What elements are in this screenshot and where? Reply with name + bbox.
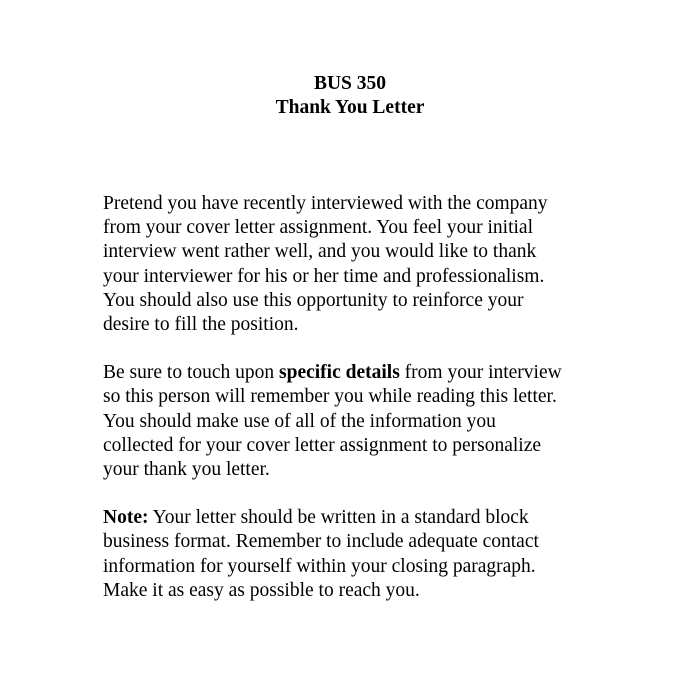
details-line: You should make use of all of the information you	[103, 410, 496, 432]
note-line: Make it as easy as possible to reach you.	[103, 579, 420, 601]
intro-line: desire to fill the position.	[103, 314, 299, 336]
details-text: Be sure to touch upon	[103, 362, 280, 384]
course-code: BUS 350	[313, 73, 387, 94]
note-line: information for yourself within your closing paragraph.	[103, 555, 536, 577]
details-line: so this person will remember you while reading this letter.	[103, 386, 557, 408]
note-line	[103, 506, 603, 530]
details-line: your thank you letter.	[103, 459, 270, 481]
intro-line: your interviewer for his or her time and professionalism.	[103, 265, 545, 287]
document-body	[103, 192, 603, 603]
note-line: business format. Remember to include adequate contact	[103, 531, 539, 553]
details-paragraph	[103, 361, 603, 482]
details-line	[103, 361, 603, 385]
intro-line: You should also use this opportunity to reinforce your	[103, 289, 524, 311]
emphasis-specific-details: specific details	[279, 362, 400, 384]
note-paragraph	[103, 506, 603, 603]
document-heading	[0, 72, 700, 120]
intro-line: from your cover letter assignment. You feel your initial	[103, 217, 533, 239]
intro-line: interview went rather well, and you would like to thank	[103, 241, 537, 263]
intro-paragraph	[103, 192, 603, 337]
document-title: Thank You Letter	[275, 97, 425, 118]
intro-line: Pretend you have recently interviewed with the company	[103, 193, 548, 214]
details-text: from your interview	[399, 362, 562, 384]
note-text: Your letter should be written in a standard block	[148, 507, 529, 529]
note-label: Note:	[103, 507, 149, 529]
details-line: collected for your cover letter assignment to personalize	[103, 434, 542, 456]
